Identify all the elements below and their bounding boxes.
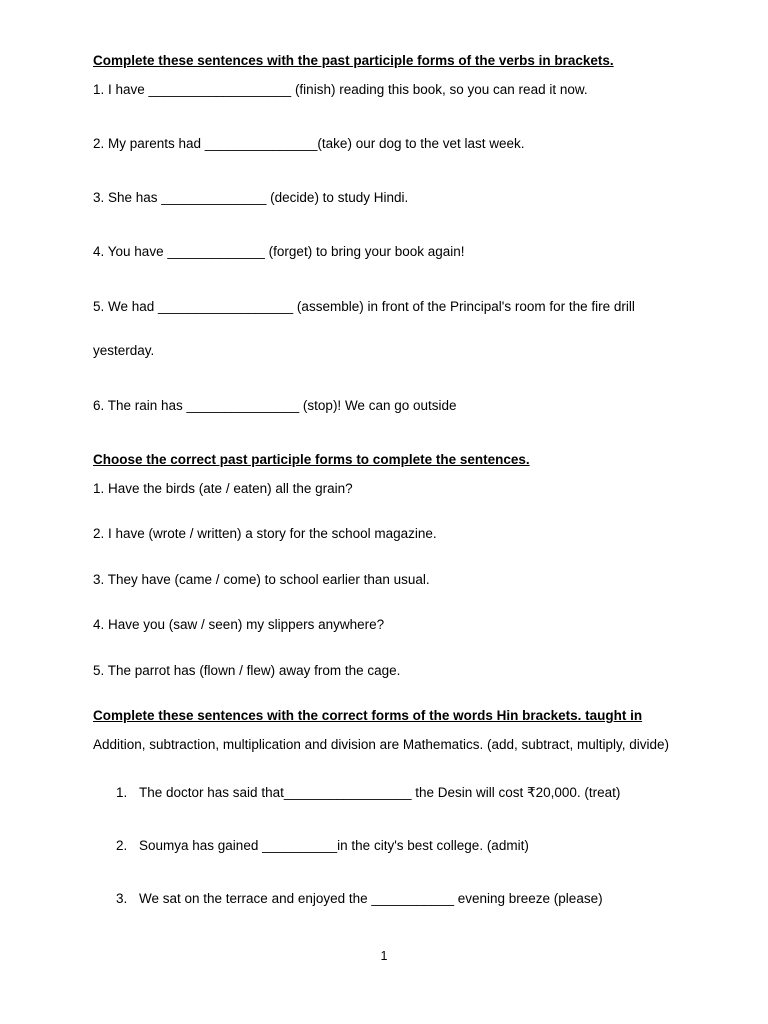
section-1-heading: Complete these sentences with the past participle forms of the verbs in brackets. (93, 53, 614, 68)
section-3-intro: Addition, subtraction, multiplication and division are Mathematics. (add, subtract, multiply, divide) (93, 737, 670, 752)
exercise-3-item-1 (116, 784, 620, 802)
section-3-heading: Complete these sentences with the correct forms of the words Hin brackets. taught in (93, 708, 643, 723)
list-item-text: The doctor has said that_________________ the Desin will cost ₹20,000. (treat) (139, 785, 621, 800)
exercise-2-item-1: 1. Have the birds (ate / eaten) all the grain? (93, 481, 353, 496)
exercise-3-item-2 (116, 837, 529, 855)
list-number: 1. (116, 785, 128, 800)
exercise-3-item-3 (116, 890, 603, 908)
exercise-2-item-4: 4. Have you (saw / seen) my slippers anywhere? (93, 617, 385, 632)
list-number: 3. (116, 891, 128, 906)
page-number: 1 (380, 949, 388, 963)
exercise-1-item-5: 5. We had __________________ (assemble) in front of the Principal's room for the fire drill (93, 299, 635, 314)
exercise-1-item-4: 4. You have _____________ (forget) to bring your book again! (93, 244, 465, 259)
exercise-1-item-5-continued: yesterday. (93, 343, 155, 358)
exercise-2-item-5: 5. The parrot has (flown / flew) away from the cage. (93, 663, 401, 678)
exercise-1-item-2: 2. My parents had _______________(take) our dog to the vet last week. (93, 136, 525, 151)
list-item-text: We sat on the terrace and enjoyed the ___________ evening breeze (please) (139, 891, 603, 906)
exercise-2-item-2: 2. I have (wrote / written) a story for the school magazine. (93, 526, 437, 541)
exercise-1-item-1: 1. I have ___________________ (finish) reading this book, so you can read it now. (93, 82, 588, 97)
list-number: 2. (116, 838, 128, 853)
exercise-2-item-3: 3. They have (came / come) to school earlier than usual. (93, 572, 430, 587)
exercise-1-item-3: 3. She has ______________ (decide) to study Hindi. (93, 190, 409, 205)
section-2-heading: Choose the correct past participle forms to complete the sentences. (93, 452, 530, 467)
exercise-1-item-6: 6. The rain has _______________ (stop)! We can go outside (93, 398, 457, 413)
list-item-text: Soumya has gained __________in the city's best college. (admit) (139, 838, 529, 853)
